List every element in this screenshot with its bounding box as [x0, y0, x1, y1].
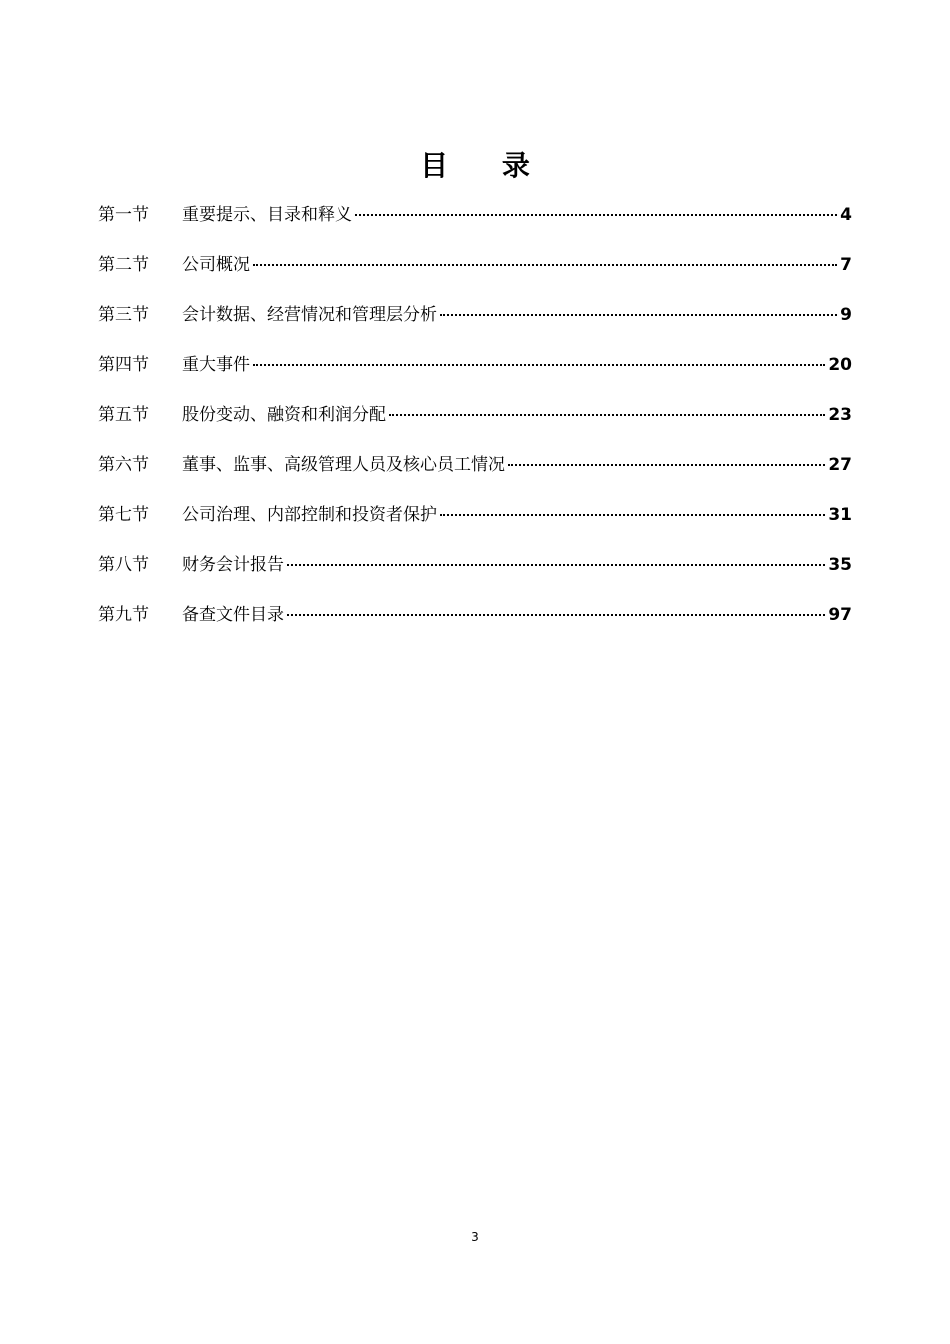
toc-section-number: 第二节 [98, 255, 149, 275]
toc-section-title: 重要提示、目录和释义 [182, 205, 352, 225]
toc-section-number: 第九节 [98, 605, 149, 625]
toc-section-title: 公司概况 [182, 255, 250, 275]
table-of-contents [98, 198, 852, 648]
toc-section-number: 第五节 [98, 405, 149, 425]
dot-leader [253, 364, 825, 366]
toc-entry[interactable] [98, 598, 852, 648]
dot-leader [287, 614, 825, 616]
toc-entry[interactable] [98, 398, 852, 448]
toc-section-title: 财务会计报告 [182, 555, 284, 575]
toc-section-title: 公司治理、内部控制和投资者保护 [182, 505, 437, 525]
page-footer-number: 3 [471, 1230, 479, 1244]
toc-page-number: 7 [840, 255, 852, 275]
toc-entry[interactable] [98, 198, 852, 248]
toc-entry[interactable] [98, 498, 852, 548]
toc-entry[interactable] [98, 448, 852, 498]
toc-section-title: 会计数据、经营情况和管理层分析 [182, 305, 437, 325]
toc-section-title: 股份变动、融资和利润分配 [182, 405, 386, 425]
toc-section-title: 备查文件目录 [182, 605, 284, 625]
toc-page-number: 20 [828, 355, 852, 375]
toc-section-number: 第七节 [98, 505, 149, 525]
dot-leader [355, 214, 837, 216]
toc-entry[interactable] [98, 248, 852, 298]
toc-section-number: 第三节 [98, 305, 149, 325]
toc-section-number: 第四节 [98, 355, 149, 375]
toc-section-title: 董事、监事、高级管理人员及核心员工情况 [182, 455, 505, 475]
toc-section-title: 重大事件 [182, 355, 250, 375]
toc-entry[interactable] [98, 298, 852, 348]
toc-page-number: 9 [840, 305, 852, 325]
dot-leader [253, 264, 837, 266]
toc-page-number: 97 [828, 605, 852, 625]
dot-leader [389, 414, 825, 416]
toc-page-number: 31 [828, 505, 852, 525]
toc-page-number: 4 [840, 205, 852, 225]
toc-entry[interactable] [98, 348, 852, 398]
dot-leader [287, 564, 825, 566]
dot-leader [508, 464, 825, 466]
toc-entry[interactable] [98, 548, 852, 598]
toc-page-number: 23 [828, 405, 852, 425]
toc-title: 目 录 [420, 149, 552, 182]
dot-leader [440, 514, 825, 516]
toc-section-number: 第一节 [98, 205, 149, 225]
toc-page-number: 27 [828, 455, 852, 475]
toc-page-number: 35 [828, 555, 852, 575]
toc-section-number: 第六节 [98, 455, 149, 475]
toc-section-number: 第八节 [98, 555, 149, 575]
dot-leader [440, 314, 837, 316]
